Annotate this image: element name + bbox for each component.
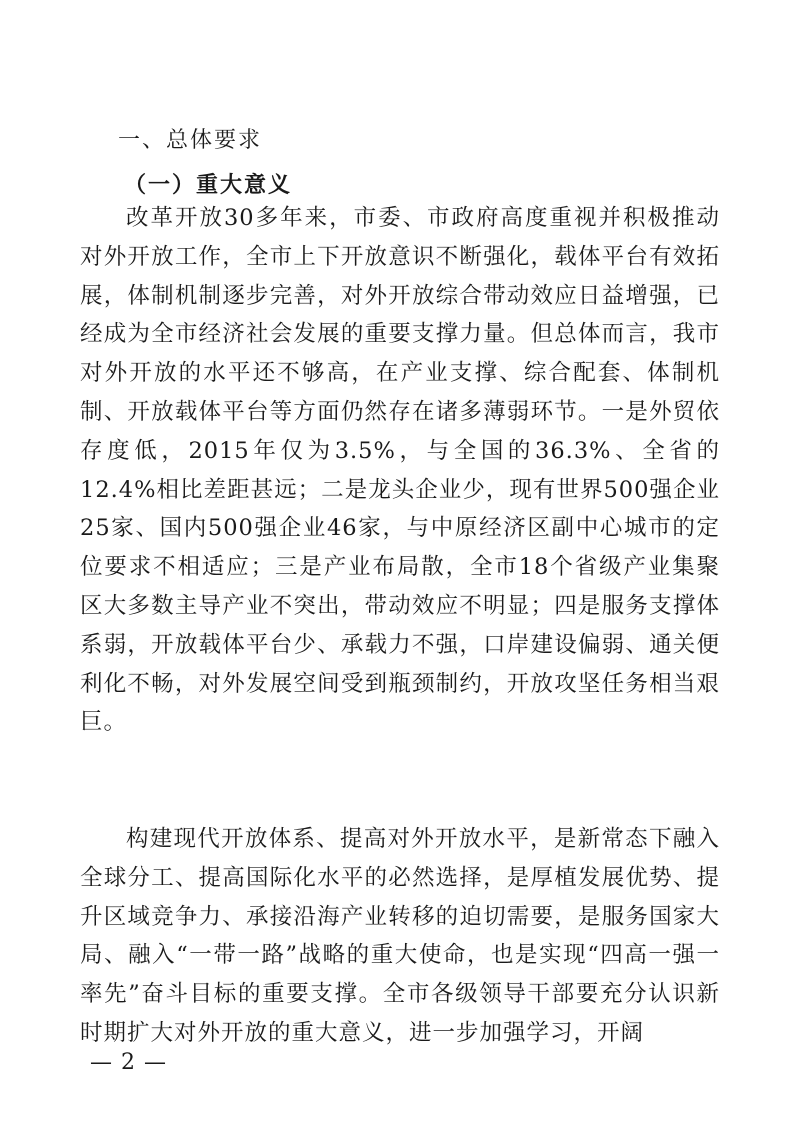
paragraph-overview: 改革开放30多年来，市委、市政府高度重视并积极推动对外开放工作，全市上下开放意识不断强化，载体平台有效拓展，体制机制逐步完善，对外开放综合带动效应日益增强，已经成为全市经济社会发展的重要支撑力量。但总体而言，我市对外开放的水平还不够高，在产业支撑、综合配套、体制机制、开放载体平台等方面仍然存在诸多薄弱环节。一是外贸依存度低，2015年仅为3.5%，与全国的36.3%、全省的12.4%相比差距甚远；二是龙头企业少，现有世界500强企业25家、国内500强企业46家，与中原经济区副中心城市的定位要求不相适应；三是产业布局散，全市18个省级产业集聚区大多数主导产业不突出，带动效应不明显；四是服务支撑体系弱，开放载体平台少、承载力不强，口岸建设偏弱、通关便利化不畅，对外发展空间受到瓶颈制约，开放攻坚任务相当艰巨。 [80, 205, 720, 736]
page-number: — 2 — [90, 1050, 167, 1075]
paragraph-significance: 构建现代开放体系、提高对外开放水平，是新常态下融入全球分工、提高国际化水平的必然选择，是厚植发展优势、提升区域竞争力、承接沿海产业转移的迫切需要，是服务国家大局、融入“一带一路”战略的重大使命，也是实现“四高一强一率先”奋斗目标的重要支撑。全市各级领导干部要充分认识新时期扩大对外开放的重大意义，进一步加强学习，开阔 [80, 826, 720, 1046]
section-heading: 一、总体要求 [118, 128, 263, 153]
subsection-heading: （一）重大意义 [124, 173, 293, 198]
